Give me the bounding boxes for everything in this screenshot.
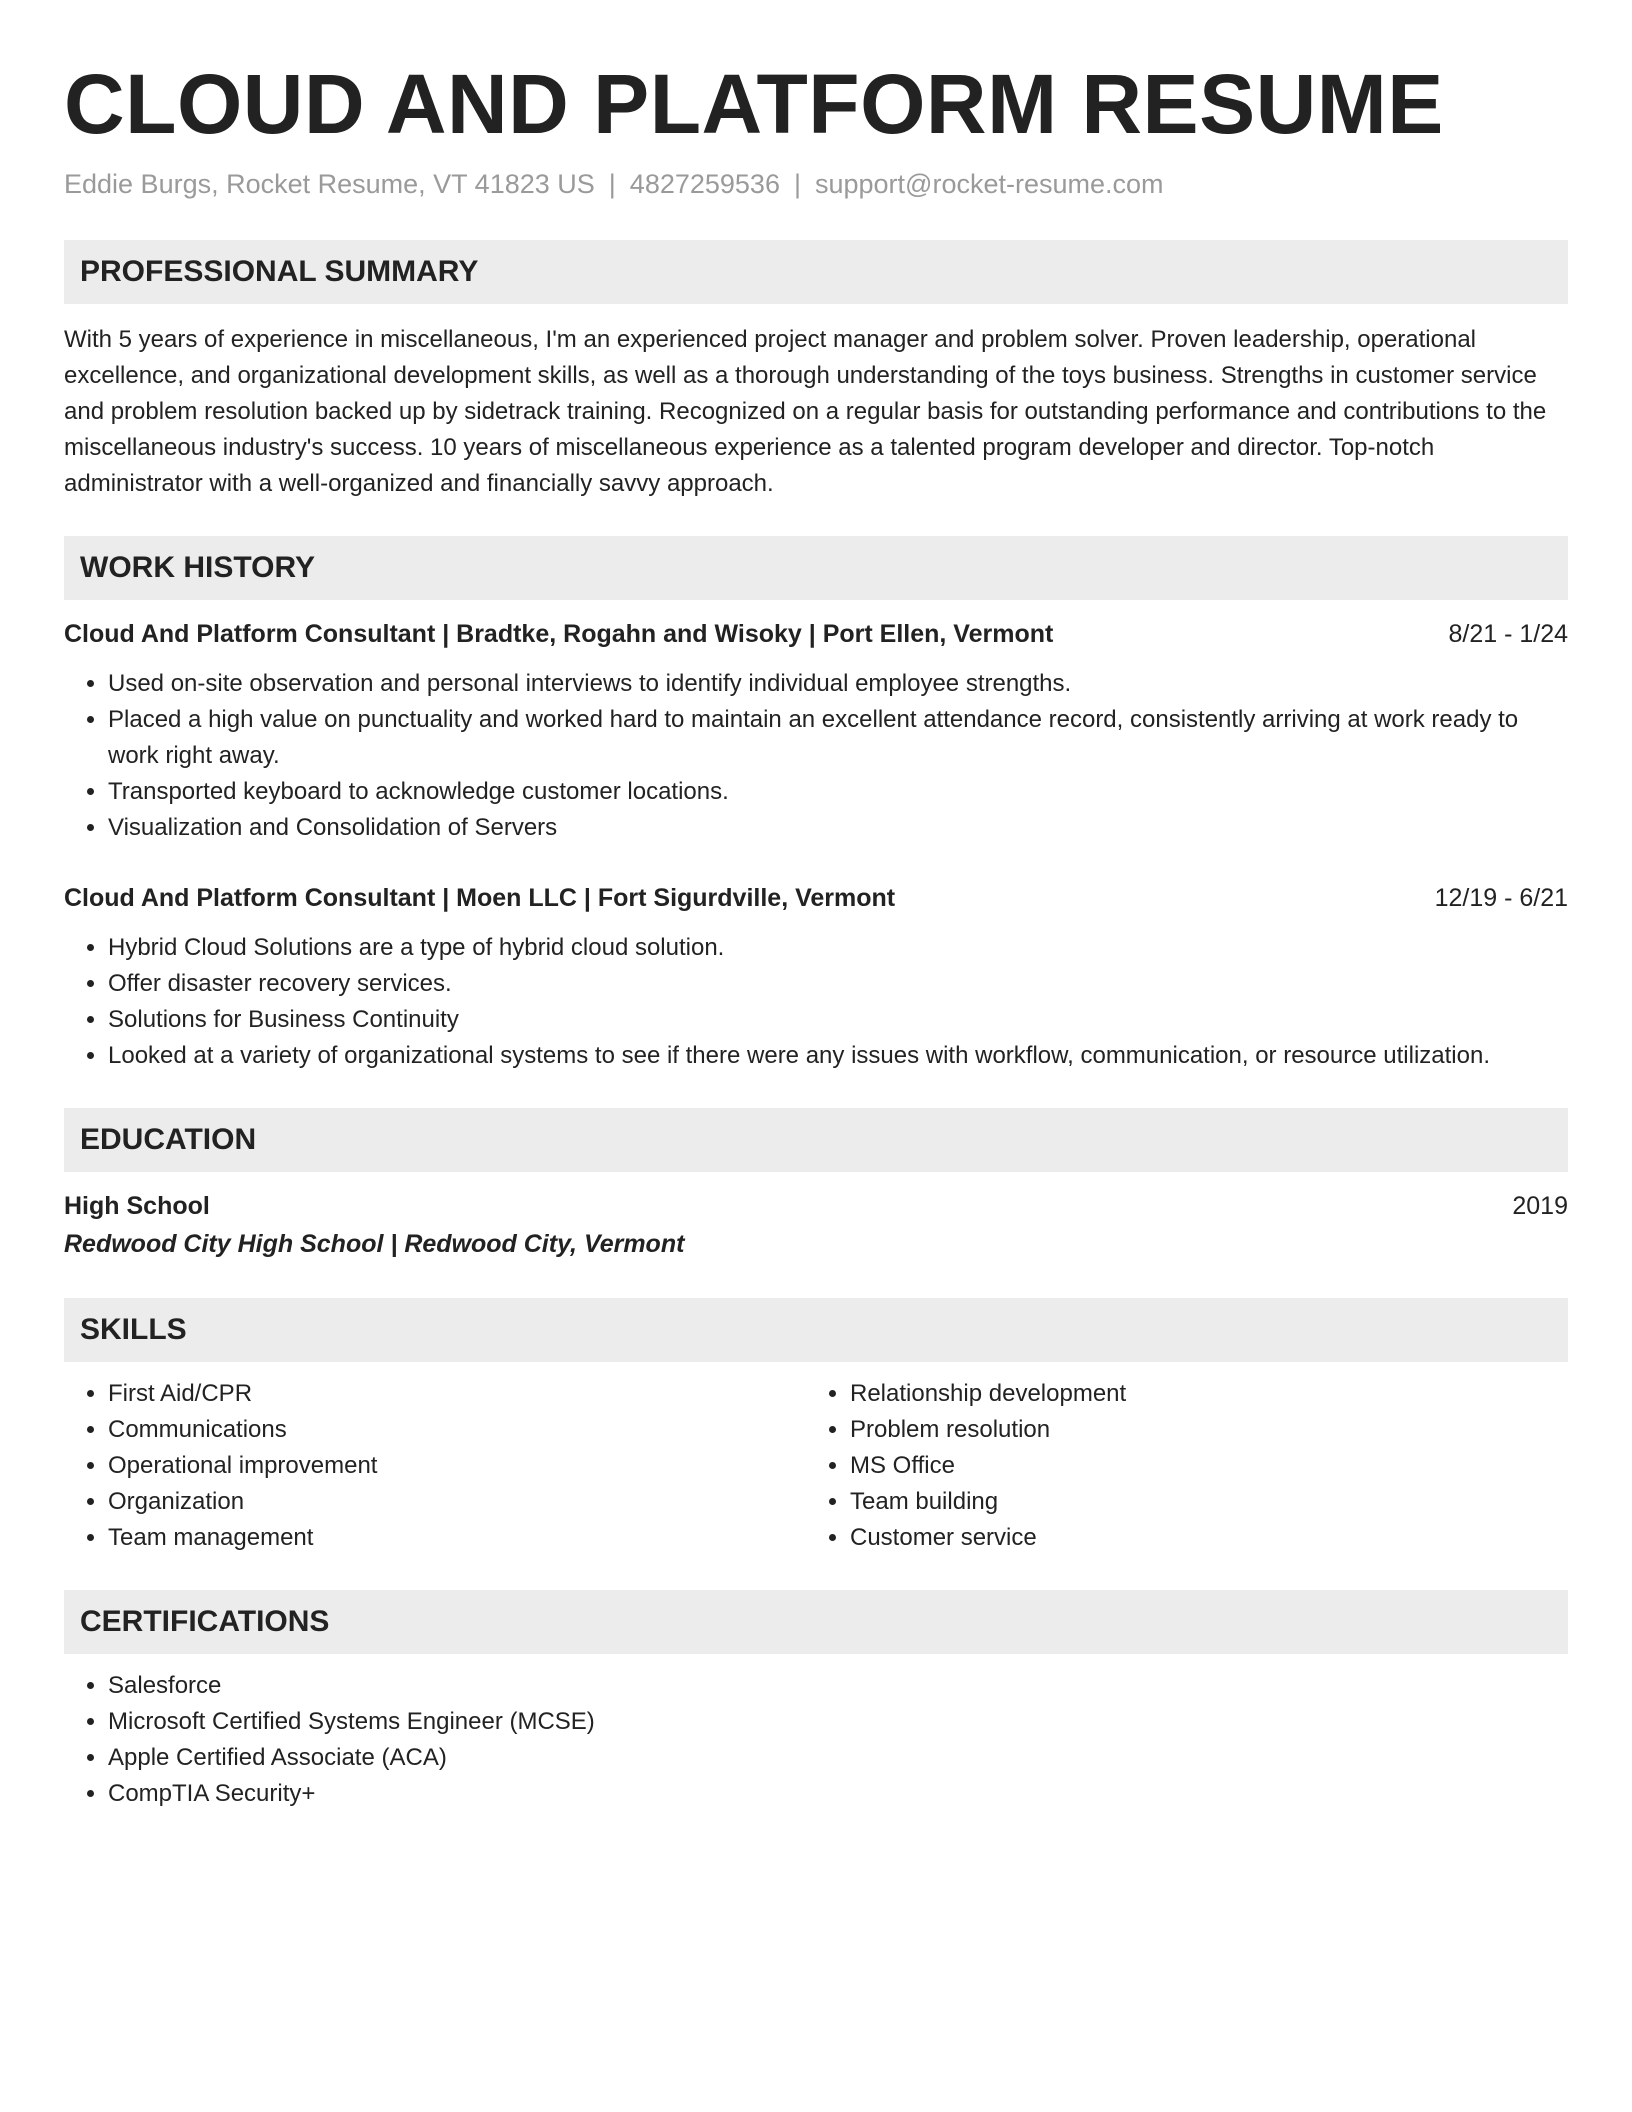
skills-heading: SKILLS <box>64 1298 1568 1362</box>
certifications-list <box>64 1668 1568 1812</box>
skill-item: • Customer service <box>850 1520 1548 1556</box>
job-title: Cloud And Platform Consultant | Moen LLC | Fort Sigurdville, Vermont <box>64 884 896 912</box>
certifications-section <box>64 1590 1568 1812</box>
certifications-heading: CERTIFICATIONS <box>64 1590 1568 1654</box>
job-dates: 8/21 - 1/24 <box>1448 620 1568 648</box>
skill-item: • First Aid/CPR <box>108 1376 806 1412</box>
summary-section <box>64 240 1568 502</box>
job-dates: 12/19 - 6/21 <box>1434 884 1568 912</box>
job-bullet: • Used on-site observation and personal interviews to identify individual employee strengths. <box>108 666 1568 702</box>
job-bullet: • Hybrid Cloud Solutions are a type of hybrid cloud solution. <box>108 930 1568 966</box>
contact-separator: | <box>793 169 801 199</box>
contact-separator: | <box>608 169 616 199</box>
job-entry <box>64 880 1568 1074</box>
skill-item: • Communications <box>108 1412 806 1448</box>
education-header <box>64 1188 1568 1224</box>
education-heading: EDUCATION <box>64 1108 1568 1172</box>
certification-item: • CompTIA Security+ <box>108 1776 1568 1812</box>
job-bullet: • Transported keyboard to acknowledge customer locations. <box>108 774 1568 810</box>
resume-title: CLOUD AND PLATFORM RESUME <box>64 57 1444 151</box>
job-header <box>64 616 1568 652</box>
job-title: Cloud And Platform Consultant | Bradtke, Rogahn and Wisoky | Port Ellen, Vermont <box>64 620 1054 648</box>
education-year: 2019 <box>1512 1192 1568 1220</box>
job-header <box>64 880 1568 916</box>
education-entry <box>64 1188 1568 1262</box>
education-degree: High School <box>64 1192 210 1220</box>
work-section <box>64 536 1568 1074</box>
education-school: Redwood City High School | Redwood City, Vermont <box>64 1230 685 1258</box>
summary-heading: PROFESSIONAL SUMMARY <box>64 240 1568 304</box>
contact-email: support@rocket-resume.com <box>814 169 1164 199</box>
skill-item: • Problem resolution <box>850 1412 1548 1448</box>
skill-item: • Organization <box>108 1484 806 1520</box>
work-heading: WORK HISTORY <box>64 536 1568 600</box>
contact-phone: 4827259536 <box>629 169 780 199</box>
skills-list <box>64 1376 806 1556</box>
job-bullets <box>64 930 1568 1074</box>
job-bullets <box>64 666 1568 846</box>
summary-text: With 5 years of experience in miscellaneous, I'm an experienced project manager and problem solver. Proven leadership, operational excellence, and organizational development skills, as well as a thorough understanding of the toys business. Strengths in customer service and problem resolution backed up by sidetrack training. Recognized on a regular basis for outstanding performance and contributions to the miscellaneous industry's success. 10 years of miscellaneous experience as a talented program developer and director. Top-notch administrator with a well-organized and financially savvy approach. <box>64 326 1547 497</box>
job-bullet: • Looked at a variety of organizational systems to see if there were any issues with workflow, communication, or resource utilization. <box>108 1038 1568 1074</box>
job-bullet: • Visualization and Consolidation of Servers <box>108 810 1568 846</box>
skills-section <box>64 1298 1568 1556</box>
contact-address: Eddie Burgs, Rocket Resume, VT 41823 US <box>64 169 595 199</box>
resume-page <box>64 56 1568 1812</box>
skills-column-left <box>64 1376 806 1556</box>
skill-item: • Team building <box>850 1484 1548 1520</box>
certification-item: • Salesforce <box>108 1668 1568 1704</box>
job-entry <box>64 616 1568 846</box>
skill-item: • MS Office <box>850 1448 1548 1484</box>
skills-grid <box>64 1376 1568 1556</box>
job-bullet: • Placed a high value on punctuality and worked hard to maintain an excellent attendance record, consistently arriving at work ready to work right away. <box>108 702 1568 774</box>
certification-item: • Microsoft Certified Systems Engineer (MCSE) <box>108 1704 1568 1740</box>
skill-item: • Relationship development <box>850 1376 1548 1412</box>
education-section <box>64 1108 1568 1262</box>
contact-line <box>64 166 1568 202</box>
skills-list <box>806 1376 1548 1556</box>
skill-item: • Operational improvement <box>108 1448 806 1484</box>
skill-item: • Team management <box>108 1520 806 1556</box>
job-bullet: • Offer disaster recovery services. <box>108 966 1568 1002</box>
skills-column-right <box>806 1376 1548 1556</box>
job-bullet: • Solutions for Business Continuity <box>108 1002 1568 1038</box>
certification-item: • Apple Certified Associate (ACA) <box>108 1740 1568 1776</box>
